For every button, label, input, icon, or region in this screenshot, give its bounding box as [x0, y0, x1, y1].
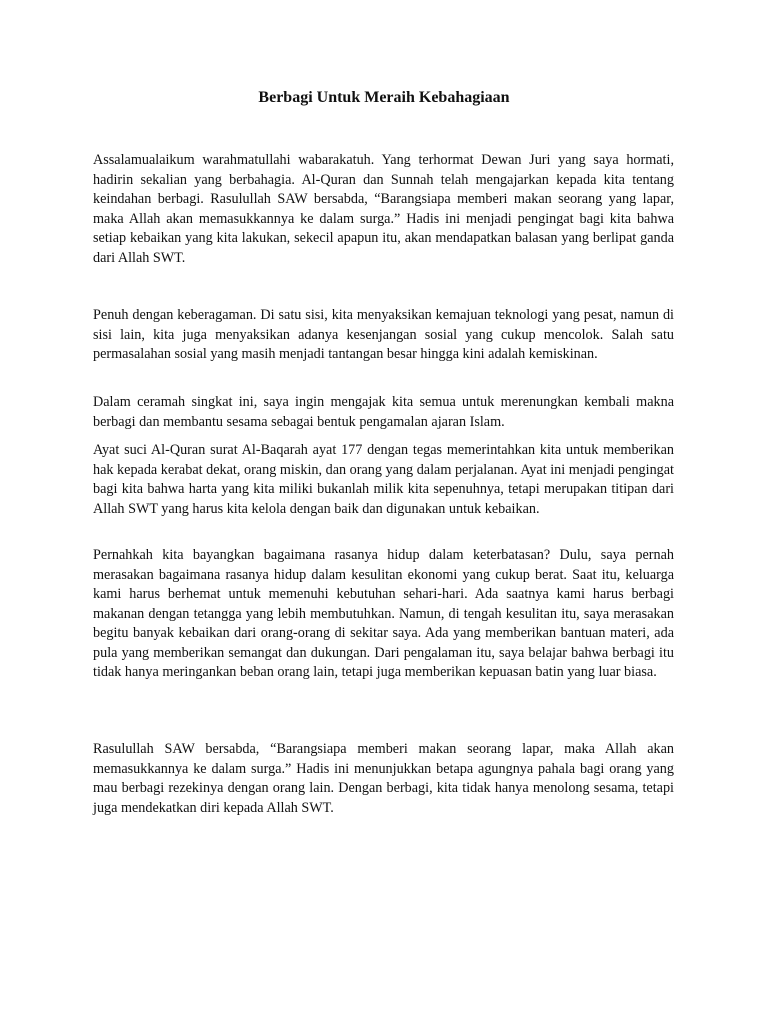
document-title: Berbagi Untuk Meraih Kebahagiaan — [258, 89, 510, 106]
paragraph-opening: Assalamualaikum warahmatullahi wabarakatuh. Yang terhormat Dewan Juri yang saya hormati, hadirin sekalian yang berbahagia. Al-Quran dan Sunnah telah mengajarkan kepada kita tentang keindahan berbagi. Rasulullah SAW bersabda, “Barangsiapa memberi makan seorang yang lapar, maka Allah akan memasukkannya ke dalam surga.” Hadis ini menjadi pengingat bagi kita bahwa setiap kebaikan yang kita lakukan, sekecil apapun itu, akan mendapatkan balasan yang berlipat ganda dari Allah SWT. — [93, 152, 674, 266]
paragraph-quran-verse: Ayat suci Al-Quran surat Al-Baqarah ayat 177 dengan tegas memerintahkan kita untuk memberikan hak kepada kerabat dekat, orang miskin, dan orang yang dalam perjalanan. Ayat ini menjadi pengingat bagi kita bahwa harta yang kita miliki bukanlah milik kita sepenuhnya, tetapi merupakan titipan dari Allah SWT yang harus kita kelola dengan baik dan digunakan untuk kebaikan. — [93, 442, 674, 517]
paragraph-hadith: Rasulullah SAW bersabda, “Barangsiapa memberi makan seorang lapar, maka Allah akan memasukkannya ke dalam surga.” Hadis ini menunjukkan betapa agungnya pahala bagi orang yang mau berbagi rezekinya dengan orang lain. Dengan berbagi, kita tidak hanya menolong sesama, tetapi juga mendekatkan diri kepada Allah SWT. — [93, 741, 674, 816]
paragraph-personal-story: Pernahkah kita bayangkan bagaimana rasanya hidup dalam keterbatasan? Dulu, saya pernah merasakan bagaimana rasanya hidup dalam kesulitan ekonomi yang cukup berat. Saat itu, keluarga kami harus berhemat untuk memenuhi kebutuhan sehari-hari. Ada saatnya kami harus berbagi makanan dengan tetangga yang lebih membutuhkan. Namun, di tengah kesulitan itu, saya merasakan begitu banyak kebaikan dari orang-orang di sekitar saya. Ada yang memberikan bantuan materi, ada pula yang memberikan semangat dan dukungan. Dari pengalaman itu, saya belajar bahwa berbagi itu tidak hanya meringankan beban orang lain, tetapi juga memberikan kepuasan batin yang luar biasa. — [93, 547, 674, 680]
paragraph-diversity: Penuh dengan keberagaman. Di satu sisi, kita menyaksikan kemajuan teknologi yang pesat, namun di sisi lain, kita juga menyaksikan adanya kesenjangan sosial yang cukup mencolok. Salah satu permasalahan sosial yang masih menjadi tantangan besar hingga kini adalah kemiskinan. — [93, 307, 674, 362]
paragraph-purpose: Dalam ceramah singkat ini, saya ingin mengajak kita semua untuk merenungkan kembali makna berbagi dan membantu sesama sebagai bentuk pengamalan ajaran Islam. — [93, 394, 674, 430]
